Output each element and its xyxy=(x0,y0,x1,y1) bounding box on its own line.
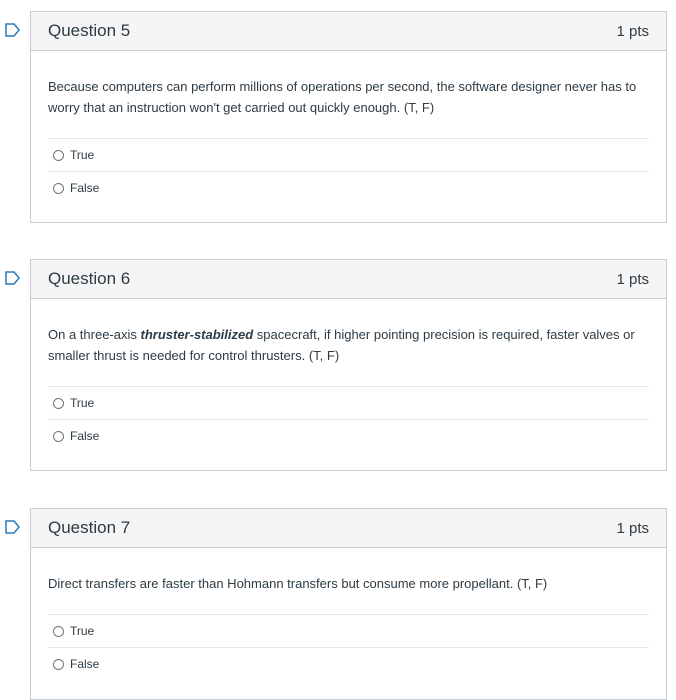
answer-true[interactable] xyxy=(48,386,649,419)
answer-false[interactable] xyxy=(48,171,649,204)
question-header xyxy=(31,509,666,548)
question-points: 1 pts xyxy=(616,270,649,288)
question-text xyxy=(48,324,649,366)
answer-label: False xyxy=(70,181,100,195)
answer-list xyxy=(48,386,649,460)
radio-button-icon[interactable] xyxy=(53,659,64,670)
question-title: Question 7 xyxy=(48,518,131,537)
flag-question-icon[interactable] xyxy=(5,23,21,37)
radio-button-icon[interactable] xyxy=(53,398,64,409)
question-text-after: spacecraft, if higher pointing precision is required, faster valves or smaller thrust is needed for control thrusters. (T, F) xyxy=(48,327,635,363)
question-text: Direct transfers are faster than Hohmann transfers but consume more propellant. (T, F) xyxy=(48,576,548,591)
question-card xyxy=(30,259,667,471)
question-text-before: On a three-axis xyxy=(48,327,141,342)
radio-button-icon[interactable] xyxy=(53,183,64,194)
answer-false[interactable] xyxy=(48,647,649,680)
answer-label: True xyxy=(70,148,95,162)
answer-true[interactable] xyxy=(48,614,649,647)
answer-label: True xyxy=(70,396,95,410)
question-body xyxy=(31,51,666,212)
answer-label: False xyxy=(70,429,100,443)
question-body xyxy=(31,299,666,460)
question-points: 1 pts xyxy=(616,519,649,537)
answer-true[interactable] xyxy=(48,138,649,171)
question-card xyxy=(30,11,667,223)
radio-button-icon[interactable] xyxy=(53,626,64,637)
radio-button-icon[interactable] xyxy=(53,150,64,161)
question-text-emphasis: thruster-stabilized xyxy=(140,327,254,342)
flag-question-icon[interactable] xyxy=(5,271,21,285)
answer-list xyxy=(48,138,649,212)
radio-button-icon[interactable] xyxy=(53,431,64,442)
answer-list xyxy=(48,614,649,688)
question-title: Question 5 xyxy=(48,21,131,40)
question-header xyxy=(31,12,666,51)
answer-false[interactable] xyxy=(48,419,649,452)
question-card xyxy=(30,508,667,700)
question-body xyxy=(31,548,666,688)
answer-label: True xyxy=(70,624,95,638)
question-points: 1 pts xyxy=(616,22,649,40)
question-text: Because computers can perform millions of operations per second, the software designer never has to worry that an instruction won't get carried out quickly enough. (T, F) xyxy=(48,79,637,115)
question-title: Question 6 xyxy=(48,269,131,288)
question-header xyxy=(31,260,666,299)
flag-question-icon[interactable] xyxy=(5,520,21,534)
answer-label: False xyxy=(70,657,100,671)
